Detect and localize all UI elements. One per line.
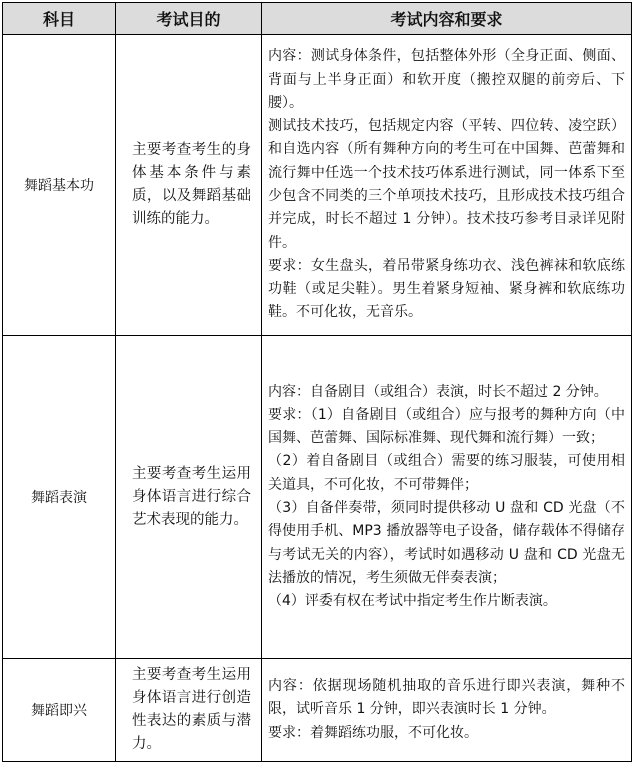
purpose-cell: 主要考查考生运用身体语言进行综合艺术表现的能力。 — [116, 336, 262, 659]
content-paragraph: （4）评委有权在考试中指定考生作片断表演。 — [268, 593, 557, 610]
content-paragraph: 要求：女生盘头，着吊带紧身练功衣、浅色裤袜和软底练功鞋（或足尖鞋）。男生着紧身短袖、紧身裤和软底练功鞋。不可化妆，无音乐。 — [268, 257, 625, 321]
content-cell — [262, 35, 632, 336]
purpose-cell: 主要考查考生的身体基本条件与素质，以及舞蹈基础训练的能力。 — [116, 35, 262, 336]
table-header-row — [3, 3, 632, 35]
table-row — [3, 35, 632, 336]
content-cell — [262, 659, 632, 762]
content-paragraph: （3）自备伴奏带，须同时提供移动 U 盘和 CD 光盘（不得使用手机、MP3 播放器等电子设备，储存载体不得储存与考试无关的内容），考试时如遇移动 U 盘和 CD 光盘无法播放的情况，考生须做无伴奏表演； — [268, 500, 625, 586]
exam-requirements-table — [2, 2, 632, 762]
content-paragraph: 内容：依据现场随机抽取的音乐进行即兴表演，舞种不限，试听音乐 1 分钟，即兴表演时长 1 分钟。 — [268, 678, 625, 718]
content-paragraph: 内容：测试身体条件，包括整体外形（全身正面、侧面、背面与上半身正面）和软开度（搬控双腿的前旁后、下腰）。 — [268, 48, 625, 111]
subject-cell: 舞蹈即兴 — [3, 659, 116, 762]
subject-cell: 舞蹈表演 — [3, 336, 116, 659]
content-paragraph: 测试技术技巧，包括规定内容（平转、四位转、凌空跃）和自选内容（所有舞种方向的考生可在中国舞、芭蕾舞和流行舞中任选一个技术技巧体系进行测试，同一体系下至少包含不同类的三个单项技术技巧，且形成技术技巧组合并完成，时长不超过 1 分钟）。技术技巧参考目录详见附件。 — [268, 118, 625, 251]
purpose-cell: 主要考查考生运用身体语言进行创造性表达的素质与潜力。 — [116, 659, 262, 762]
header-content: 考试内容和要求 — [262, 3, 632, 35]
content-paragraph: 要求：（1）自备剧目（或组合）应与报考的舞种方向（中国舞、芭蕾舞、国际标准舞、现代舞和流行舞）一致； — [268, 406, 625, 447]
subject-cell: 舞蹈基本功 — [3, 35, 116, 336]
table-row — [3, 659, 632, 762]
header-purpose: 考试目的 — [116, 3, 262, 35]
content-paragraph: 要求：着舞蹈练功服，不可化妆。 — [268, 724, 478, 741]
header-subject: 科目 — [3, 3, 116, 35]
content-cell — [262, 336, 632, 659]
content-paragraph: 内容：自备剧目（或组合）表演，时长不超过 2 分钟。 — [268, 383, 608, 400]
table-row — [3, 336, 632, 659]
content-paragraph: （2）着自备剧目（或组合）需要的练习服装，可使用相关道具，不可化妆，不可带舞伴； — [268, 453, 625, 493]
